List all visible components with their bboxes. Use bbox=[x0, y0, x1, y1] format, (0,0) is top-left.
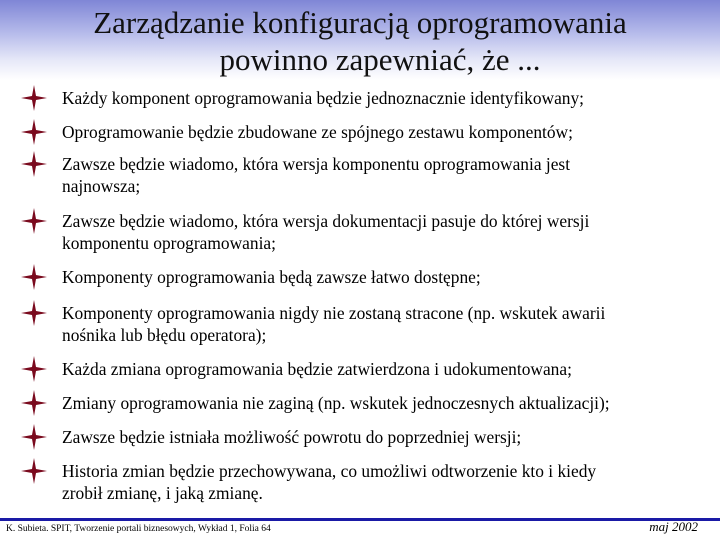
bullet-text-line: Komponenty oprogramowania będą zawsze łatwo dostępne; bbox=[62, 267, 481, 287]
slide-title-line-1: Zarządzanie konfiguracją oprogramowania bbox=[93, 5, 627, 40]
footer-date: maj 2002 bbox=[649, 519, 698, 534]
bullet-text-line: nośnika lub błędu operatora); bbox=[62, 325, 267, 345]
bullet-text-line: Komponenty oprogramowania nigdy nie zostaną stracone (np. wskutek awarii bbox=[62, 303, 606, 323]
slide-title bbox=[0, 4, 720, 78]
four-point-star-icon bbox=[19, 117, 49, 147]
bullet-text bbox=[62, 460, 712, 504]
four-point-star-icon bbox=[19, 206, 49, 236]
four-point-star-icon bbox=[19, 83, 49, 113]
bullet-text-line: komponentu oprogramowania; bbox=[62, 233, 276, 253]
bullet-text-line: Zawsze będzie wiadomo, która wersja komponentu oprogramowania jest bbox=[62, 154, 571, 174]
slide-title-line-2: powinno zapewniać, że ... bbox=[219, 42, 541, 77]
bullet-text bbox=[62, 266, 712, 288]
bullet-text-line: Zmiany oprogramowania nie zaginą (np. wskutek jednoczesnych aktualizacji); bbox=[62, 393, 610, 413]
footer-divider bbox=[0, 518, 720, 521]
bullet-text bbox=[62, 121, 712, 143]
bullet-text-line: zrobił zmianę, i jaką zmianę. bbox=[62, 483, 263, 503]
bullet-text-line: Zawsze będzie wiadomo, która wersja dokumentacji pasuje do której wersji bbox=[62, 211, 590, 231]
bullet-text-line: Zawsze będzie istniała możliwość powrotu do poprzedniej wersji; bbox=[62, 427, 522, 447]
four-point-star-icon bbox=[19, 422, 49, 452]
four-point-star-icon bbox=[19, 456, 49, 486]
bullet-text bbox=[62, 210, 712, 254]
bullet-text-line: Każdy komponent oprogramowania będzie jednoznacznie identyfikowany; bbox=[62, 88, 585, 108]
bullet-text bbox=[62, 426, 712, 448]
four-point-star-icon bbox=[19, 388, 49, 418]
bullet-text-line: Każda zmiana oprogramowania będzie zatwierdzona i udokumentowana; bbox=[62, 359, 572, 379]
bullet-text-line: Oprogramowanie będzie zbudowane ze spójnego zestawu komponentów; bbox=[62, 122, 573, 142]
footer-citation: K. Subieta. SPIT, Tworzenie portali biznesowych, Wykład 1, Folia 64 bbox=[6, 524, 271, 534]
bullet-text bbox=[62, 392, 712, 414]
bullet-text bbox=[62, 87, 712, 109]
four-point-star-icon bbox=[19, 298, 49, 328]
bullet-text-line: najnowsza; bbox=[62, 176, 141, 196]
bullet-text-line: Historia zmian będzie przechowywana, co umożliwi odtworzenie kto i kiedy bbox=[62, 461, 597, 481]
bullet-text bbox=[62, 153, 712, 197]
four-point-star-icon bbox=[19, 149, 49, 179]
four-point-star-icon bbox=[19, 354, 49, 384]
bullet-text bbox=[62, 358, 712, 380]
four-point-star-icon bbox=[19, 262, 49, 292]
bullet-text bbox=[62, 302, 712, 346]
